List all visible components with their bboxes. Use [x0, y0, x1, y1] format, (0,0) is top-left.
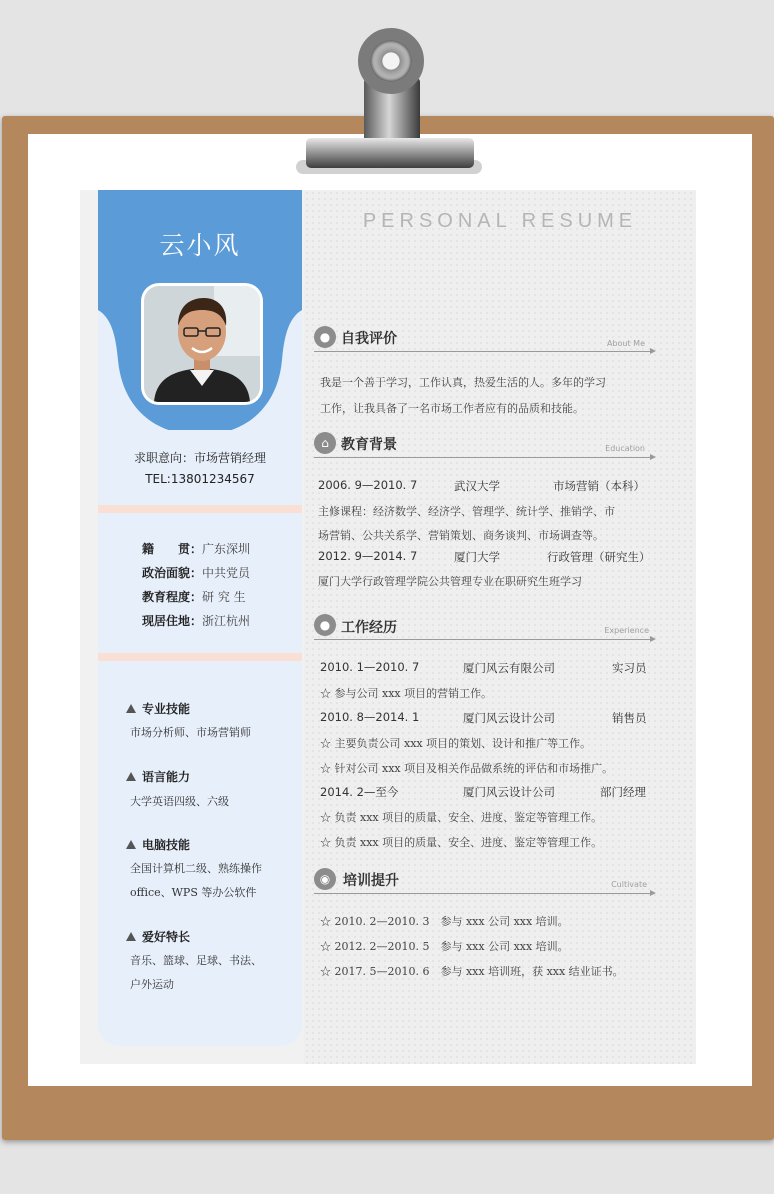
clip-ring-icon: [358, 28, 424, 94]
skill-title: 电脑技能: [126, 836, 190, 853]
work-company: 厦门风云设计公司: [463, 785, 555, 799]
skill-text: office、WPS 等办公软件: [130, 886, 257, 899]
edu-text: 主修课程：经济数学、经济学、管理学、统计学、推销学、市: [318, 505, 615, 518]
arrow-icon: [650, 454, 656, 460]
divider: [98, 653, 302, 661]
work-text: ☆ 主要负责公司 xxx 项目的策划、设计和推广等工作。: [320, 737, 592, 750]
section-title-work: 工作经历: [341, 620, 397, 636]
info-residence: 现居住地：浙江杭州: [142, 614, 251, 628]
triangle-icon: [126, 932, 136, 941]
skill-text: 户外运动: [130, 978, 174, 991]
triangle-icon: [126, 772, 136, 781]
self-text: 工作，让我具备了一名市场工作者应有的品质和技能。: [320, 402, 584, 415]
section-line: [314, 351, 650, 352]
clip-base: [306, 138, 474, 168]
avatar-image: [144, 286, 260, 402]
work-company: 厦门风云有限公司: [463, 661, 555, 675]
skill-title: 爱好特长: [126, 928, 190, 945]
page-title: PERSONAL RESUME: [362, 210, 638, 232]
section-title-education: 教育背景: [341, 437, 397, 453]
work-role: 实习员: [612, 661, 647, 675]
school-icon: ⌂: [314, 432, 336, 454]
edu-major: 行政管理（研究生）: [547, 550, 651, 564]
triangle-icon: [126, 704, 136, 713]
skill-text: 音乐、篮球、足球、书法、: [130, 954, 262, 967]
edu-text: 厦门大学行政管理学院公共管理专业在职研究生班学习: [318, 575, 582, 588]
section-line: [314, 639, 650, 640]
work-text: ☆ 负责 xxx 项目的质量、安全、进度、鉴定等管理工作。: [320, 836, 603, 849]
work-role: 销售员: [612, 711, 647, 725]
section-line: [314, 893, 650, 894]
training-item: ☆ 2017. 5—2010. 6 参与 xxx 培训班，获 xxx 结业证书。: [320, 965, 624, 978]
work-text: ☆ 负责 xxx 项目的质量、安全、进度、鉴定等管理工作。: [320, 811, 603, 824]
job-intent: 求职意向：市场营销经理: [133, 451, 266, 465]
work-date: 2010. 8—2014. 1: [320, 710, 420, 724]
info-education: 教育程度：研 究 生: [142, 590, 246, 604]
edu-school: 厦门大学: [454, 550, 500, 564]
skill-text: 大学英语四级、六级: [130, 795, 229, 808]
skill-text: 市场分析师、市场营销师: [130, 726, 251, 739]
training-item: ☆ 2010. 2—2010. 3 参与 xxx 公司 xxx 培训。: [320, 915, 569, 928]
skill-text: 全国计算机二级、熟练操作: [130, 862, 262, 875]
work-date: 2010. 1—2010. 7: [320, 660, 420, 674]
section-line: [314, 457, 650, 458]
bear-icon: ◉: [314, 868, 336, 890]
arrow-icon: [650, 348, 656, 354]
edu-date: 2006. 9—2010. 7: [318, 478, 418, 492]
section-title-about: 自我评价: [341, 331, 397, 347]
edu-date: 2012. 9—2014. 7: [318, 549, 418, 563]
divider: [98, 505, 302, 513]
work-text: ☆ 针对公司 xxx 项目及相关作品做系统的评估和市场推广。: [320, 762, 614, 775]
profile-name: 云小风: [159, 231, 241, 260]
section-en-education: Education: [605, 444, 645, 453]
triangle-icon: [126, 840, 136, 849]
section-en-work: Experience: [604, 626, 649, 635]
skill-title: 专业技能: [126, 700, 190, 717]
worker-icon: ●: [314, 614, 336, 636]
person-icon: ●: [314, 326, 336, 348]
arrow-icon: [650, 890, 656, 896]
work-text: ☆ 参与公司 xxx 项目的营销工作。: [320, 687, 493, 700]
edu-text: 场营销、公共关系学、营销策划、商务谈判、市场调查等。: [318, 529, 604, 542]
info-hometown: 籍 贯：广东深圳: [142, 542, 251, 556]
edu-school: 武汉大学: [454, 479, 500, 493]
edu-major: 市场营销（本科）: [553, 479, 645, 493]
profile-photo: [141, 283, 263, 405]
section-en-about: About Me: [606, 339, 645, 348]
phone-number: TEL:13801234567: [145, 472, 255, 486]
skill-title: 语言能力: [126, 768, 190, 785]
section-en-training: Cultivate: [611, 880, 647, 889]
work-date: 2014. 2—至今: [320, 785, 399, 799]
info-political: 政治面貌：中共党员: [142, 566, 251, 580]
self-text: 我是一个善于学习，工作认真，热爱生活的人。多年的学习: [320, 376, 606, 389]
section-title-training: 培训提升: [343, 873, 399, 889]
arrow-icon: [650, 636, 656, 642]
training-item: ☆ 2012. 2—2010. 5 参与 xxx 公司 xxx 培训。: [320, 940, 569, 953]
work-role: 部门经理: [600, 785, 646, 799]
work-company: 厦门风云设计公司: [463, 711, 555, 725]
